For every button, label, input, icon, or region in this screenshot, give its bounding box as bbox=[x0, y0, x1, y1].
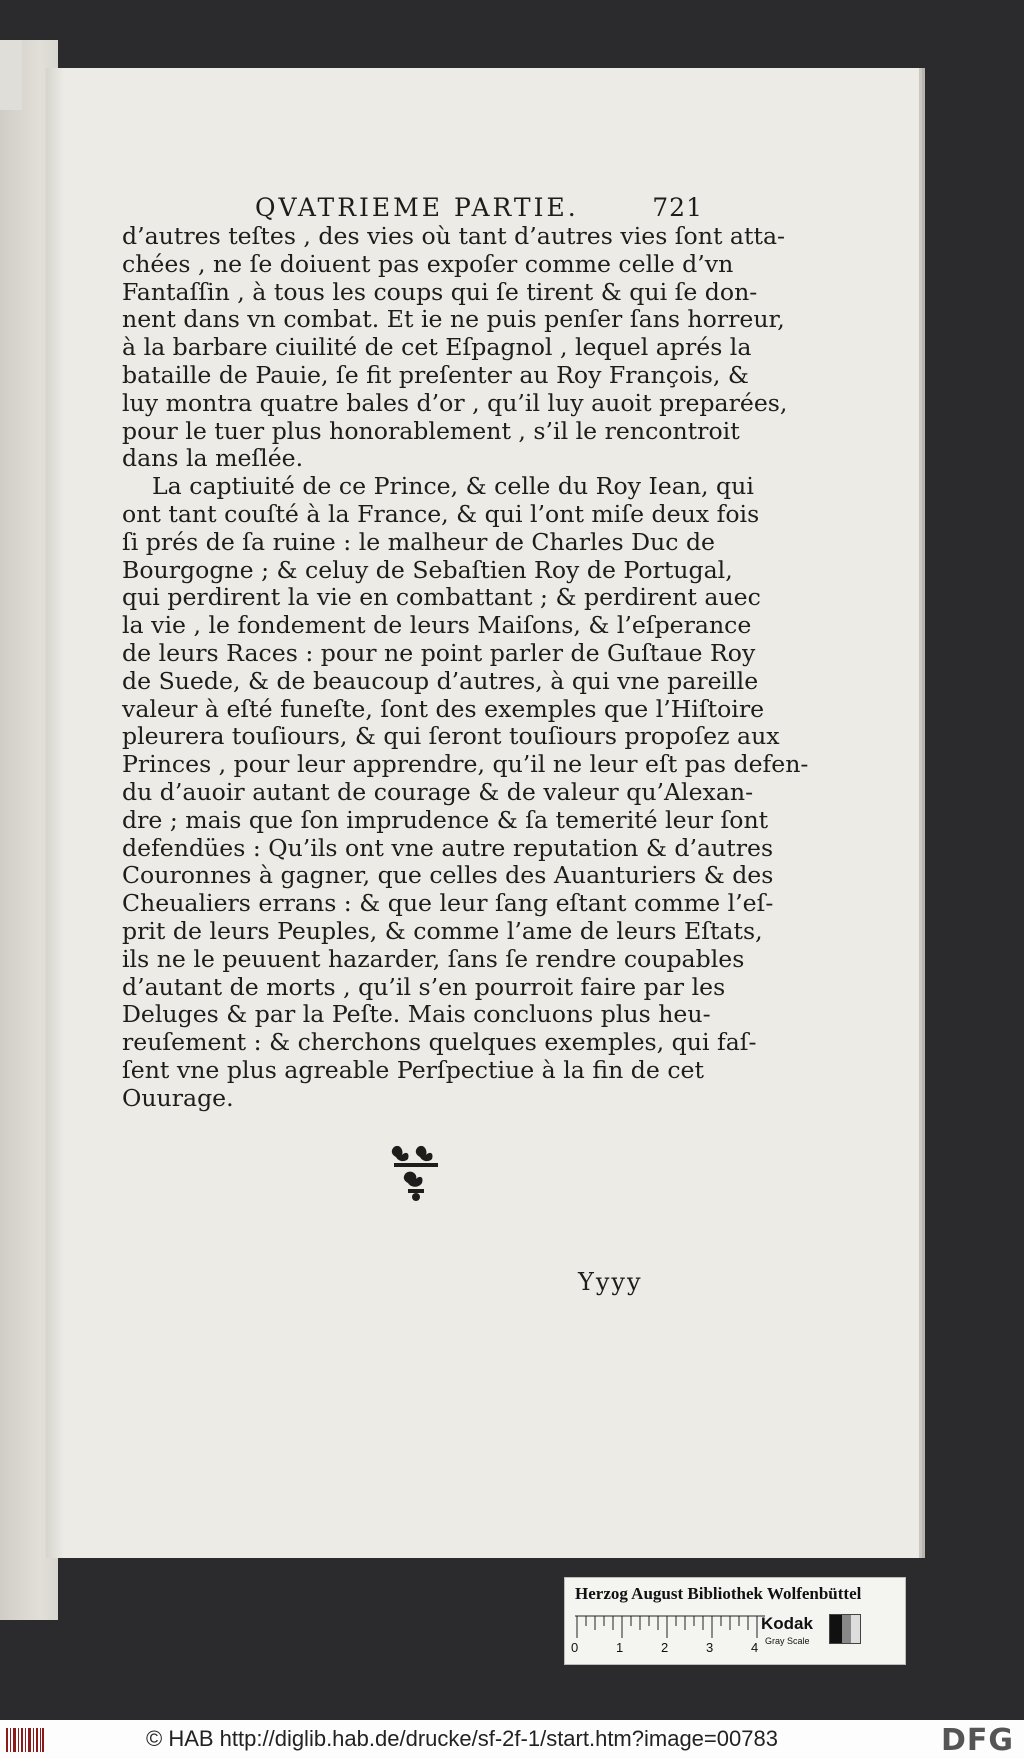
text-line: Cheualiers errans : & que leur ſang eſtant comme l’eſ- bbox=[122, 889, 774, 918]
text-line: Fantaſſin , à tous les coups qui ſe tirent & qui ſe don- bbox=[122, 277, 758, 306]
text-line: chées , ne ſe doiuent pas expoſer comme celle d’vn bbox=[122, 249, 734, 278]
scale-number: 1 bbox=[616, 1640, 624, 1655]
text-line: la vie , le fondement de leurs Maiſons, & l’eſperance bbox=[122, 611, 752, 640]
kodak-label: Kodak bbox=[761, 1614, 813, 1633]
text-line: d’autres teſtes , des vies où tant d’autres vies ſont atta- bbox=[122, 222, 785, 250]
text-line: pleurera touſiours, & qui ſeront touſiours propoſez aux bbox=[122, 722, 780, 751]
text-line: Ouurage. bbox=[122, 1083, 234, 1112]
text-line: La captiuité de ce Prince, & celle du Roy Iean, qui bbox=[152, 472, 754, 501]
text-line: dre ; mais que ſon imprudence & ſa temerité leur ſont bbox=[122, 805, 769, 834]
ruler-scale-icon bbox=[575, 1614, 765, 1640]
page-number: 721 bbox=[652, 193, 703, 222]
scale-number: 2 bbox=[661, 1640, 669, 1655]
color-card bbox=[564, 1577, 906, 1665]
page-header bbox=[255, 193, 703, 223]
running-title: QVATRIEME PARTIE. bbox=[255, 193, 579, 222]
scale-numbers bbox=[571, 1640, 771, 1656]
signature-mark: Yyyy bbox=[578, 1268, 643, 1296]
text-line: ils ne le peuuent hazarder, ſans ſe rendre coupables bbox=[122, 944, 745, 973]
printer-ornament-icon bbox=[390, 1143, 442, 1203]
gray-patch bbox=[829, 1614, 861, 1644]
scale-number: 0 bbox=[571, 1640, 579, 1655]
text-line: d’autant de morts , qu’il s’en pourroit faire par les bbox=[122, 972, 726, 1001]
text-line: Bourgogne ; & celuy de Sebaſtien Roy de Portugal, bbox=[122, 555, 733, 584]
scale-number: 4 bbox=[751, 1640, 759, 1655]
text-line: du d’auoir autant de courage & de valeur qu’Alexan- bbox=[122, 777, 754, 806]
footer-credit: © HAB http://diglib.hab.de/drucke/sf-2f-1/start.htm?image=00783 bbox=[146, 1726, 778, 1751]
text-line: Deluges & par la Peſte. Mais concluons plus heu- bbox=[122, 1000, 711, 1029]
text-line: de Suede, & de beaucoup d’autres, à qui vne pareille bbox=[122, 666, 759, 695]
library-name: Herzog August Bibliothek Wolfenbüttel bbox=[575, 1584, 862, 1603]
text-line: reuſement : & cherchons quelques exemples, qui faſ- bbox=[122, 1028, 757, 1057]
text-line: ſi prés de ſa ruine : le malheur de Charles Duc de bbox=[122, 527, 716, 556]
text-line: à la barbare ciuilité de cet Eſpagnol , lequel aprés la bbox=[122, 333, 752, 362]
text-line: de leurs Races : pour ne point parler de Guſtaue Roy bbox=[122, 638, 756, 667]
text-line: dans la meſlée. bbox=[122, 444, 304, 473]
text-line: Princes , pour leur apprendre, qu’il ne leur eſt pas defen- bbox=[122, 750, 809, 779]
text-line: ſent vne plus agreable Perſpectiue à la fin de cet bbox=[122, 1055, 704, 1084]
text-line: luy montra quatre bales d’or , qu’il luy auoit preparées, bbox=[122, 388, 788, 417]
dfg-logo: DFG bbox=[940, 1723, 1014, 1758]
leaf-edge bbox=[0, 40, 22, 110]
text-line: Couronnes à gagner, que celles des Auanturiers & des bbox=[122, 861, 774, 890]
body-text bbox=[122, 222, 809, 1113]
barcode-icon bbox=[6, 1728, 44, 1752]
scale-number: 3 bbox=[706, 1640, 714, 1655]
footer-bar bbox=[0, 1720, 1024, 1759]
text-line: defendües : Qu’ils ont vne autre reputation & d’autres bbox=[122, 833, 774, 862]
text-line: bataille de Pauie, ſe fit preſenter au Roy François, & bbox=[122, 360, 749, 389]
text-line: pour le tuer plus honorablement , s’il le rencontroit bbox=[122, 416, 740, 445]
text-line: prit de leurs Peuples, & comme l’ame de leurs Eſtats, bbox=[122, 916, 763, 945]
text-line: qui perdirent la vie en combattant ; & perdirent auec bbox=[122, 583, 761, 612]
text-line: ont tant couſté à la France, & qui l’ont miſe deux fois bbox=[122, 499, 760, 528]
gray-scale-label: Gray Scale bbox=[765, 1636, 810, 1646]
text-line: nent dans vn combat. Et ie ne puis penſer ſans horreur, bbox=[122, 305, 785, 334]
page-gutter bbox=[46, 68, 64, 1558]
text-line: valeur à eſté funeſte, ſont des exemples que l’Hiſtoire bbox=[122, 694, 765, 723]
